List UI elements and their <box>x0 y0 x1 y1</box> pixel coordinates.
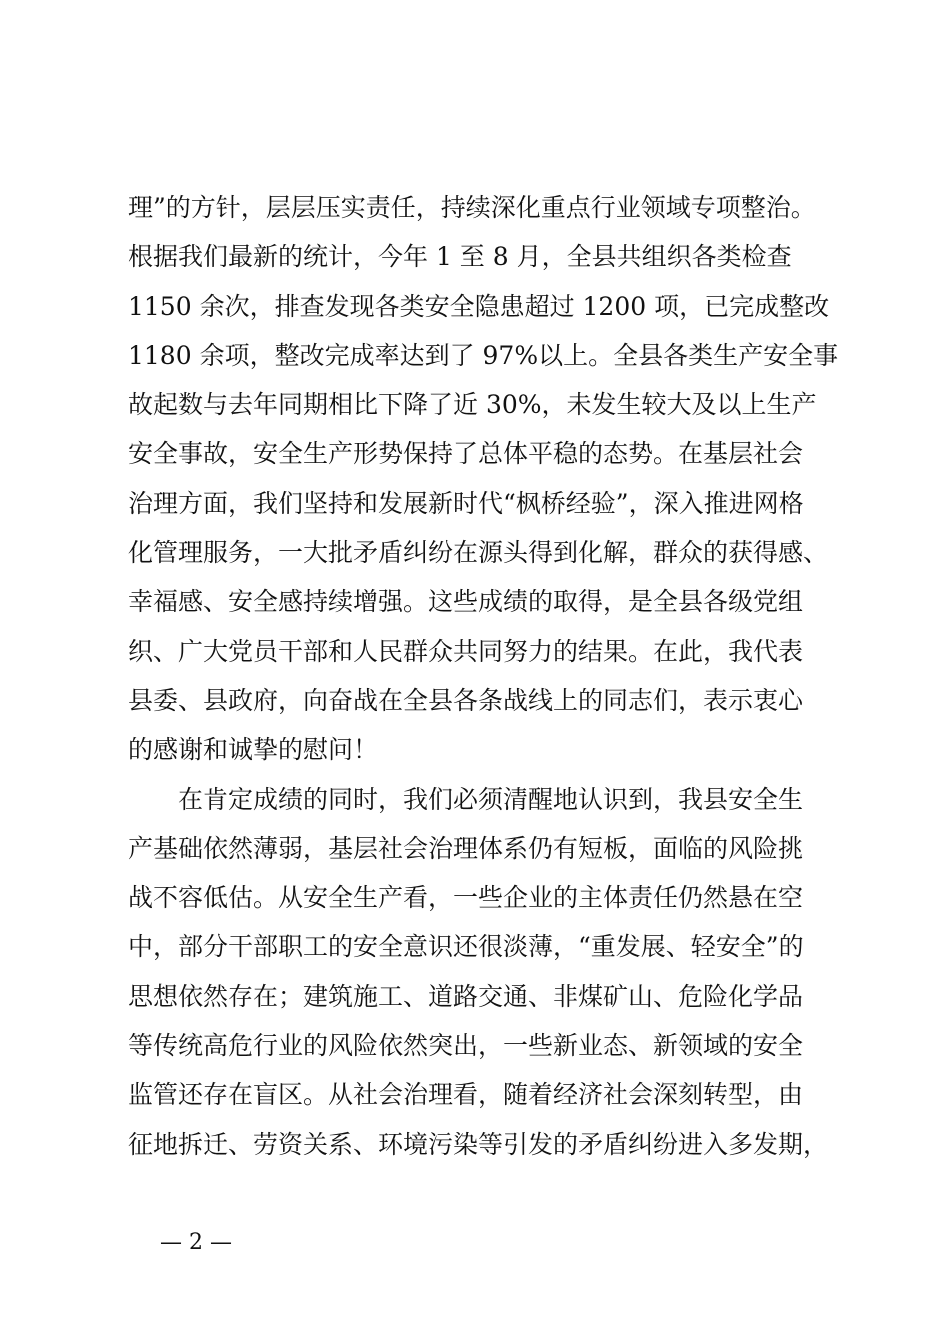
text-line: 产基础依然薄弱，基层社会治理体系仍有短板，面临的风险挑 <box>128 833 804 863</box>
text-line: 治理方面，我们坚持和发展新时代“枫桥经验”，深入推进网格 <box>128 488 804 518</box>
body-text <box>128 183 848 1169</box>
text-line: 县委、县政府，向奋战在全县各条战线上的同志们，表示衷心 <box>128 685 804 715</box>
text-line: 根据我们最新的统计，今年 1 至 8 月，全县共组织各类检查 <box>128 242 792 272</box>
text-line: 监管还存在盲区。从社会治理看，随着经济社会深刻转型，由 <box>128 1080 804 1110</box>
text-line: 织、广大党员干部和人民群众共同努力的结果。在此，我代表 <box>128 636 804 666</box>
text-line: 思想依然存在；建筑施工、道路交通、非煤矿山、危险化学品 <box>128 981 804 1011</box>
text-line: 化管理服务，一大批矛盾纠纷在源头得到化解，群众的获得感、 <box>128 538 829 568</box>
page-number: — 2 — <box>160 1230 232 1255</box>
text-line: 1180 余项，整改完成率达到了 97%以上。全县各类生产安全事 <box>128 340 839 370</box>
text-line: 战不容低估。从安全生产看，一些企业的主体责任仍然悬在空 <box>128 883 804 913</box>
text-line: 故起数与去年同期相比下降了近 30%，未发生较大及以上生产 <box>128 390 817 420</box>
text-line: 征地拆迁、劳资关系、环境污染等引发的矛盾纠纷进入多发期， <box>128 1129 829 1159</box>
text-line: 中，部分干部职工的安全意识还很淡薄，“重发展、轻安全”的 <box>128 932 804 962</box>
text-line: 等传统高危行业的风险依然突出，一些新业态、新领域的安全 <box>128 1031 804 1061</box>
text-line: 幸福感、安全感持续增强。这些成绩的取得，是全县各级党组 <box>128 587 804 617</box>
text-line: 1150 余次，排查发现各类安全隐患超过 1200 项，已完成整改 <box>128 291 830 321</box>
paragraph-first-line: 在肯定成绩的同时，我们必须清醒地认识到，我县安全生 <box>178 784 804 814</box>
text-line: 安全事故，安全生产形势保持了总体平稳的态势。在基层社会 <box>128 439 804 469</box>
text-line: 的感谢和诚挚的慰问！ <box>128 735 379 765</box>
text-line: 理”的方针，层层压实责任，持续深化重点行业领域专项整治。 <box>128 193 816 222</box>
